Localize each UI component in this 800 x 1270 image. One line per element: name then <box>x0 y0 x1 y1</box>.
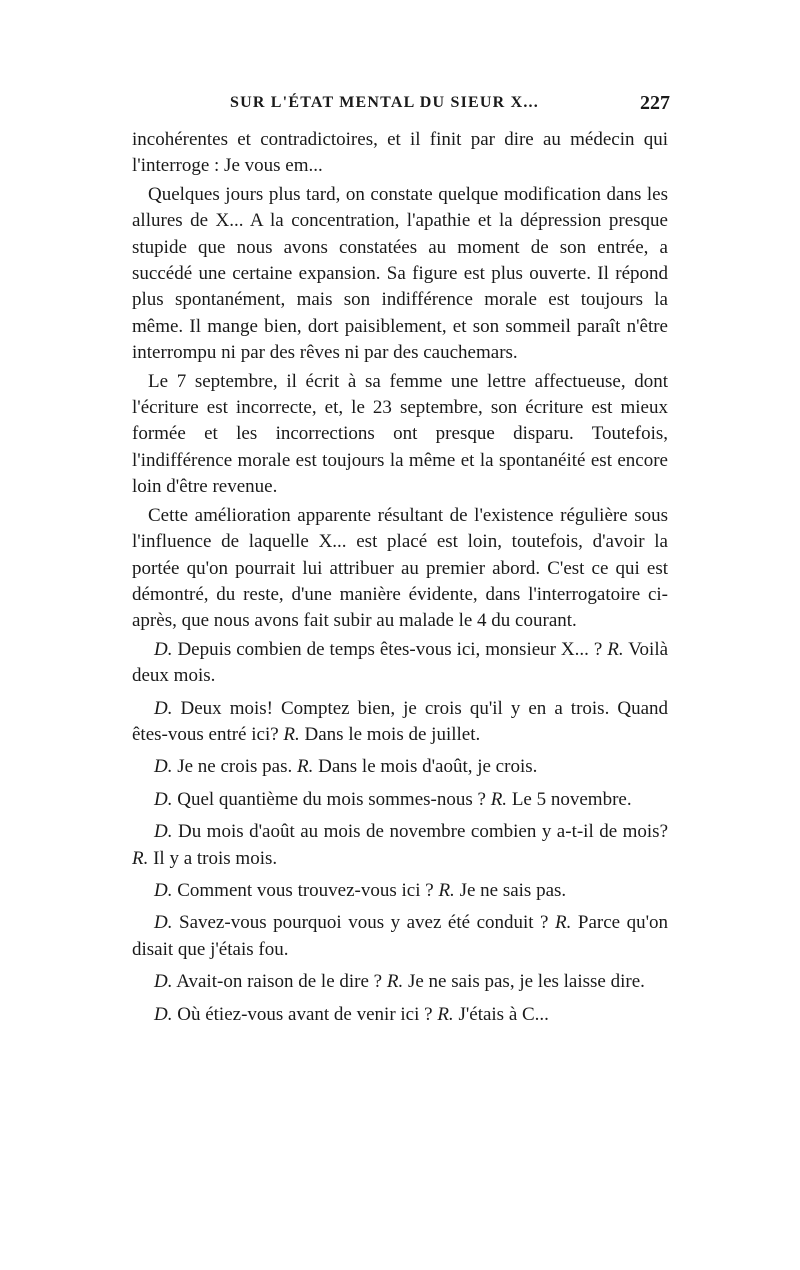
answer-marker: R. <box>297 756 314 778</box>
dialogue-exchange <box>132 1002 668 1028</box>
answer-text: Le 5 novembre. <box>511 788 632 810</box>
question-text: Deux mois! Comptez bien, je crois qu'il y en a trois. Quand êtes-vous entré ici? <box>132 697 668 745</box>
page-header <box>130 94 670 122</box>
answer-marker: R. <box>607 638 624 660</box>
answer-text: Je ne sais pas, je les laisse dire. <box>407 971 645 993</box>
question-text: Je ne crois pas. <box>177 756 293 778</box>
answer-marker: R. <box>283 723 300 745</box>
answer-marker: R. <box>437 1003 454 1025</box>
answer-text: Parce qu'on disait que j'étais fou. <box>132 912 669 960</box>
question-marker: D. <box>154 971 173 993</box>
answer-text: Dans le mois de juillet. <box>304 723 481 745</box>
question-marker: D. <box>154 912 173 934</box>
page-number: 227 <box>640 92 670 114</box>
dialogue-exchange <box>132 637 668 690</box>
question-marker: D. <box>154 756 173 778</box>
answer-text: Il y a trois mois. <box>153 847 278 869</box>
answer-text: Je ne sais pas. <box>459 879 567 901</box>
answer-marker: R. <box>386 971 404 993</box>
dialogue-exchange <box>132 878 668 904</box>
paragraph: Le 7 septembre, il écrit à sa femme une lettre affectueuse, dont l'écriture est incorrecte, et, le 23 septembre, son écriture est mieux formée et les incorrections ont presque disparu. Toutefois, l'indifférence morale est toujours la même et la spontanéité est encore loin d'être revenue. <box>132 370 668 498</box>
question-text: Avait-on raison de le dire ? <box>176 971 383 993</box>
dialogue-exchange <box>132 787 668 813</box>
question-marker: D. <box>154 697 173 719</box>
answer-marker: R. <box>555 912 572 934</box>
answer-text: J'étais à C... <box>458 1003 549 1025</box>
answer-text: Dans le mois d'août, je crois. <box>318 756 538 778</box>
paragraph: Cette amélioration apparente résultant de l'existence régulière sous l'influence de laquelle X... est placé est loin, toutefois, d'avoir la portée qu'on pourrait lui attribuer au premier abord. C'est ce qui est démontré, du reste, d'une manière évidente, dans l'interrogatoire ci-après, que nous avons fait subir au malade le 4 du courant. <box>132 504 668 632</box>
answer-marker: R. <box>490 788 508 810</box>
question-marker: D. <box>154 879 173 901</box>
dialogue-exchange <box>132 969 668 995</box>
question-marker: D. <box>154 638 173 660</box>
answer-marker: R. <box>132 847 149 869</box>
question-marker: D. <box>154 1003 173 1025</box>
question-text: Où étiez-vous avant de venir ici ? <box>177 1003 433 1025</box>
question-marker: D. <box>154 821 173 843</box>
question-text: Depuis combien de temps êtes-vous ici, monsieur X... ? <box>177 638 603 660</box>
dialogue-exchange <box>132 819 668 872</box>
question-text: Savez-vous pourquoi vous y avez été conduit ? <box>179 912 549 934</box>
running-title: SUR L'ÉTAT MENTAL DU SIEUR X... <box>230 94 539 111</box>
question-text: Quel quantième du mois sommes-nous ? <box>177 788 486 810</box>
paragraph: Quelques jours plus tard, on constate quelque modification dans les allures de X... A la concentration, l'apathie et la dépression presque stupide que nous avons constatées au moment de son entrée, a succédé une certaine expansion. Sa figure est plus ouverte. Il répond plus spontanément, mais son indifférence morale est toujours la même. Il mange bien, dort paisiblement, et son sommeil paraît n'être interrompu ni par des rêves ni par des cauchemars. <box>132 183 668 364</box>
question-marker: D. <box>154 788 173 810</box>
dialogue-exchange <box>132 696 668 749</box>
answer-text: Voilà deux mois. <box>132 638 669 687</box>
question-text: Du mois d'août au mois de novembre combien y a-t-il de mois? <box>177 821 669 843</box>
dialogue-exchange <box>132 910 668 963</box>
dialogue-exchange <box>132 754 668 780</box>
answer-marker: R. <box>438 879 455 901</box>
continued-paragraph: incohérentes et contradictoires, et il finit par dire au médecin qui l'interroge : Je vous em... <box>132 129 668 177</box>
body-text <box>132 127 668 1028</box>
question-text: Comment vous trouvez-vous ici ? <box>177 879 434 901</box>
